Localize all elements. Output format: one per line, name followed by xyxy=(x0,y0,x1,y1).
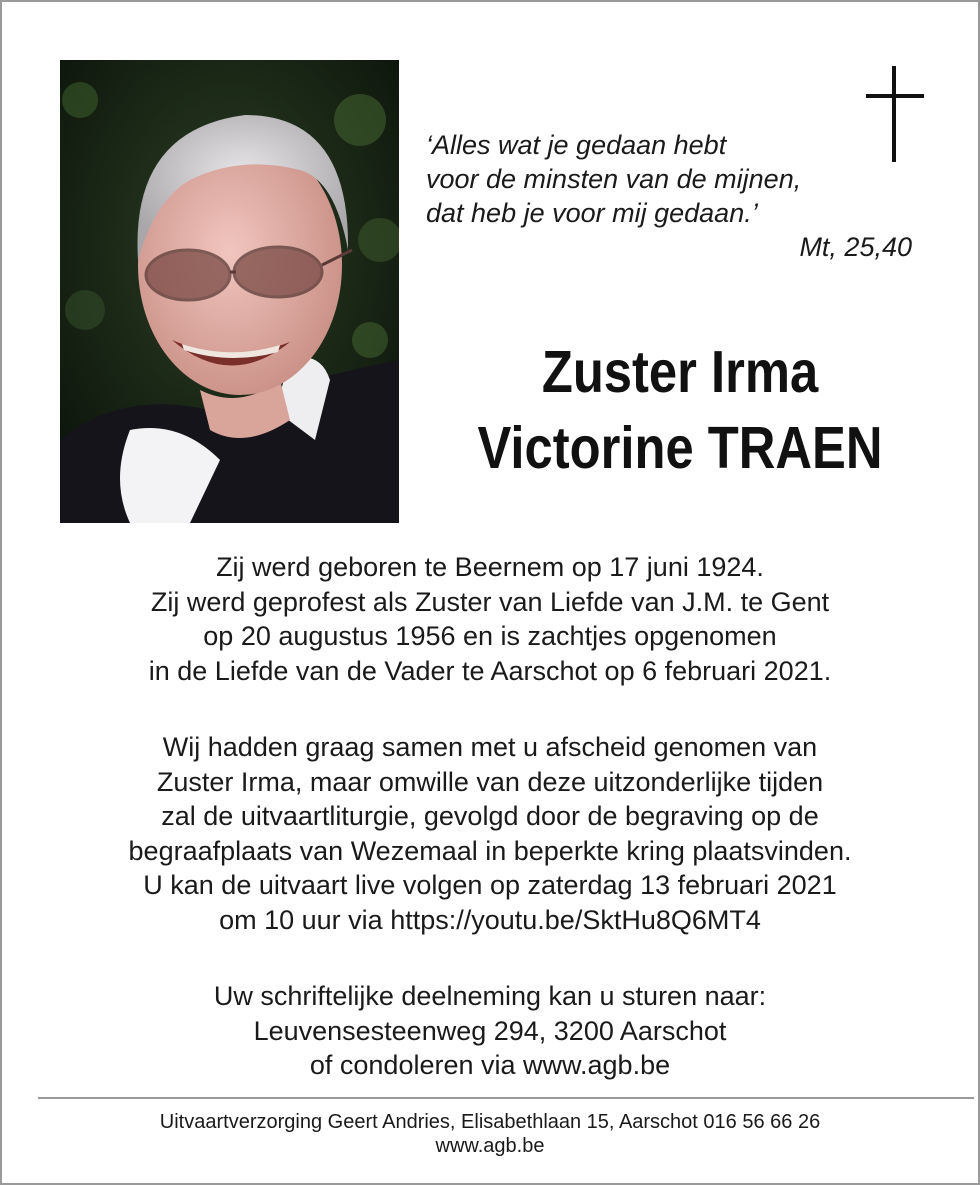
livestream-link[interactable]: om 10 uur via https://youtu.be/SktHu8Q6MT4 xyxy=(219,904,761,935)
text-line: Wij hadden graag samen met u afscheid genomen van xyxy=(162,732,818,762)
text-line: in de Liefde van de Vader te Aarschot op 6 februari 2021. xyxy=(148,655,832,686)
quote-line: voor de minsten van de mijnen, xyxy=(426,164,802,194)
funeral-info-paragraph xyxy=(2,730,978,937)
quote-line: ‘Alles wat je gedaan hebt xyxy=(426,130,727,160)
name-line-1: Zuster Irma xyxy=(541,339,819,405)
bible-quote xyxy=(426,128,916,264)
condolence-paragraph xyxy=(2,979,978,1083)
text-line: Zuster Irma, maar omwille van deze uitzonderlijke tijden xyxy=(156,766,824,797)
funeral-home-details: Uitvaartverzorging Geert Andries, Elisabethlaan 15, Aarschot 016 56 66 26 xyxy=(159,1111,821,1133)
condolence-address: Leuvensesteenweg 294, 3200 Aarschot xyxy=(253,1015,727,1046)
funeral-home-footer xyxy=(2,1110,978,1158)
deceased-name xyxy=(458,334,902,486)
text-line: zal de uitvaartliturgie, gevolgd door de begraving op de xyxy=(161,801,819,831)
text-line: Uw schriftelijke deelneming kan u sturen naar: xyxy=(213,981,767,1011)
biography-paragraph xyxy=(2,550,978,688)
text-line: begraafplaats van Wezemaal in beperkte kring plaatsvinden. xyxy=(128,835,852,866)
text-line: Zij werd geprofest als Zuster van Liefde van J.M. te Gent xyxy=(150,586,830,617)
quote-line: dat heb je voor mij gedaan.’ xyxy=(426,198,758,228)
name-line-2: Victorine TRAEN xyxy=(477,415,883,481)
footer-divider xyxy=(38,1097,974,1099)
portrait-illustration xyxy=(60,60,399,523)
funeral-home-website[interactable]: www.agb.be xyxy=(435,1135,545,1157)
quote-reference: Mt, 25,40 xyxy=(799,232,912,262)
text-line: op 20 augustus 1956 en is zachtjes opgenomen xyxy=(203,621,777,651)
portrait-photo xyxy=(60,60,399,523)
text-line: Zij werd geboren te Beernem op 17 juni 1924. xyxy=(216,552,764,582)
text-line: U kan de uitvaart live volgen op zaterdag 13 februari 2021 xyxy=(143,870,837,900)
condolence-link[interactable]: of condoleren via www.agb.be xyxy=(309,1050,671,1080)
